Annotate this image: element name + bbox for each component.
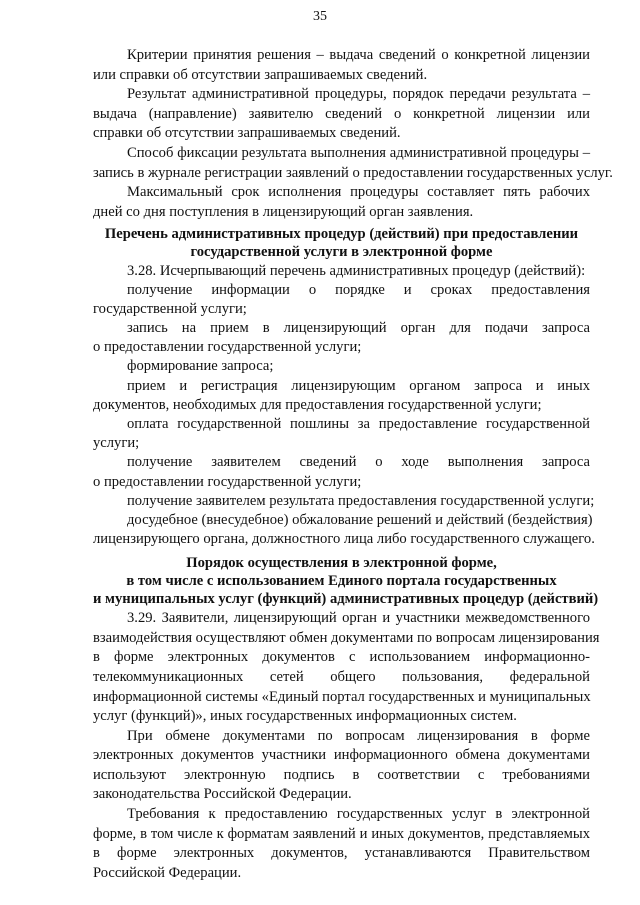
- heading-line: государственной услуги в электронной форме: [190, 243, 493, 260]
- text-line: Российской Федерации.: [93, 864, 242, 881]
- paragraph: [93, 727, 590, 805]
- section-heading-1: [93, 226, 590, 261]
- paragraph: [93, 415, 590, 453]
- text-line: прием и регистрация лицензирующим органом запроса и иных: [127, 377, 590, 394]
- text-line: справки об отсутствии запрашиваемых сведений.: [93, 125, 401, 142]
- text-line: документов, необходимых для предоставления государственной услуги;: [93, 396, 542, 413]
- heading-line: и муниципальных услуг (функций) административных процедур (действий): [93, 590, 599, 607]
- text-line: Требования к предоставлению государственных услуг в электронной: [127, 806, 590, 823]
- paragraph: [93, 183, 590, 222]
- page-body: [93, 46, 613, 883]
- text-line: лицензирующего органа, должностного лица либо государственного служащего.: [93, 531, 595, 548]
- text-line: получение информации о порядке и сроках предоставления: [127, 281, 590, 298]
- text-line: запись в журнале регистрации заявлений о предоставлении государственных услуг.: [93, 164, 613, 181]
- text-line: получение заявителем результата предоставления государственной услуги;: [127, 492, 595, 509]
- text-line: о предоставлении государственной услуги;: [93, 473, 362, 490]
- text-line: дней со дня поступления в лицензирующий орган заявления.: [93, 203, 474, 220]
- paragraph: [93, 377, 590, 415]
- paragraph: [93, 262, 590, 281]
- body-section-3: [93, 609, 600, 883]
- text-line: электронных документов участники информационного обмена документами: [93, 747, 590, 764]
- heading-line: Перечень административных процедур (действий) при предоставлении: [104, 226, 579, 243]
- paragraph: [93, 805, 590, 883]
- section-heading-2: [93, 555, 599, 608]
- text-line: Способ фиксации результата выполнения административной процедуры –: [127, 144, 590, 161]
- text-line: законодательства Российской Федерации.: [93, 786, 352, 803]
- text-line: Критерии принятия решения – выдача сведений о конкретной лицензии: [127, 47, 590, 63]
- text-line: получение заявителем сведений о ходе выполнения запроса: [127, 454, 590, 471]
- text-line: телекоммуникационных сетей общего пользования, федеральной: [93, 668, 590, 685]
- text-line: При обмене документами по вопросам лицензирования в форме: [127, 727, 590, 744]
- paragraph: [93, 609, 600, 727]
- paragraph: [93, 85, 590, 144]
- text-line: Результат административной процедуры, порядок передачи результата –: [127, 86, 590, 103]
- paragraph: [93, 492, 595, 511]
- text-line: о предоставлении государственной услуги;: [93, 339, 362, 356]
- text-line: формирование запроса;: [127, 358, 274, 375]
- paragraph: [93, 357, 590, 376]
- paragraph: [93, 319, 590, 357]
- text-line: или справки об отсутствии запрашиваемых сведений.: [93, 66, 428, 83]
- text-line: информационной системы «Единый портал государственных и муниципальных: [93, 688, 591, 705]
- text-line: государственной услуги;: [93, 300, 247, 317]
- heading-line: Порядок осуществления в электронной форме,: [186, 555, 497, 572]
- paragraph: [93, 144, 613, 183]
- text-line: в форме электронных документов, устанавливаются Правительством: [93, 845, 590, 862]
- text-line: форме, в том числе к форматам заявлений и иных документов, представляемых: [93, 825, 590, 842]
- text-line: в форме электронных документов с использованием информационно-: [93, 649, 590, 666]
- text-line: 3.28. Исчерпывающий перечень административных процедур (действий):: [127, 262, 586, 279]
- body-section-1: [93, 46, 613, 222]
- text-line: 3.29. Заявители, лицензирующий орган и участники межведомственного: [127, 610, 590, 627]
- text-line: выдача (направление) заявителю сведений о конкретной лицензии или: [93, 105, 590, 122]
- text-line: Максимальный срок исполнения процедуры составляет пять рабочих: [127, 184, 590, 201]
- heading-line: в том числе с использованием Единого портала государственных: [126, 572, 557, 589]
- text-line: запись на прием в лицензирующий орган для подачи запроса: [127, 320, 590, 337]
- text-line: досудебное (внесудебное) обжалование решений и действий (бездействия): [127, 511, 593, 528]
- text-line: взаимодействия осуществляют обмен документами по вопросам лицензирования: [93, 629, 600, 646]
- text-line: услуги;: [93, 435, 140, 452]
- paragraph: [93, 511, 595, 549]
- text-line: используют электронную подпись в соответствии с требованиями: [93, 766, 590, 783]
- paragraph: [93, 453, 590, 491]
- procedure-list: [93, 262, 595, 550]
- paragraph: [93, 281, 590, 319]
- page-number: 35: [313, 9, 327, 24]
- paragraph: [93, 46, 590, 85]
- text-line: услуг (функций)», иных государственных информационных систем.: [93, 708, 517, 725]
- text-line: оплата государственной пошлины за предоставление государственной: [127, 416, 590, 433]
